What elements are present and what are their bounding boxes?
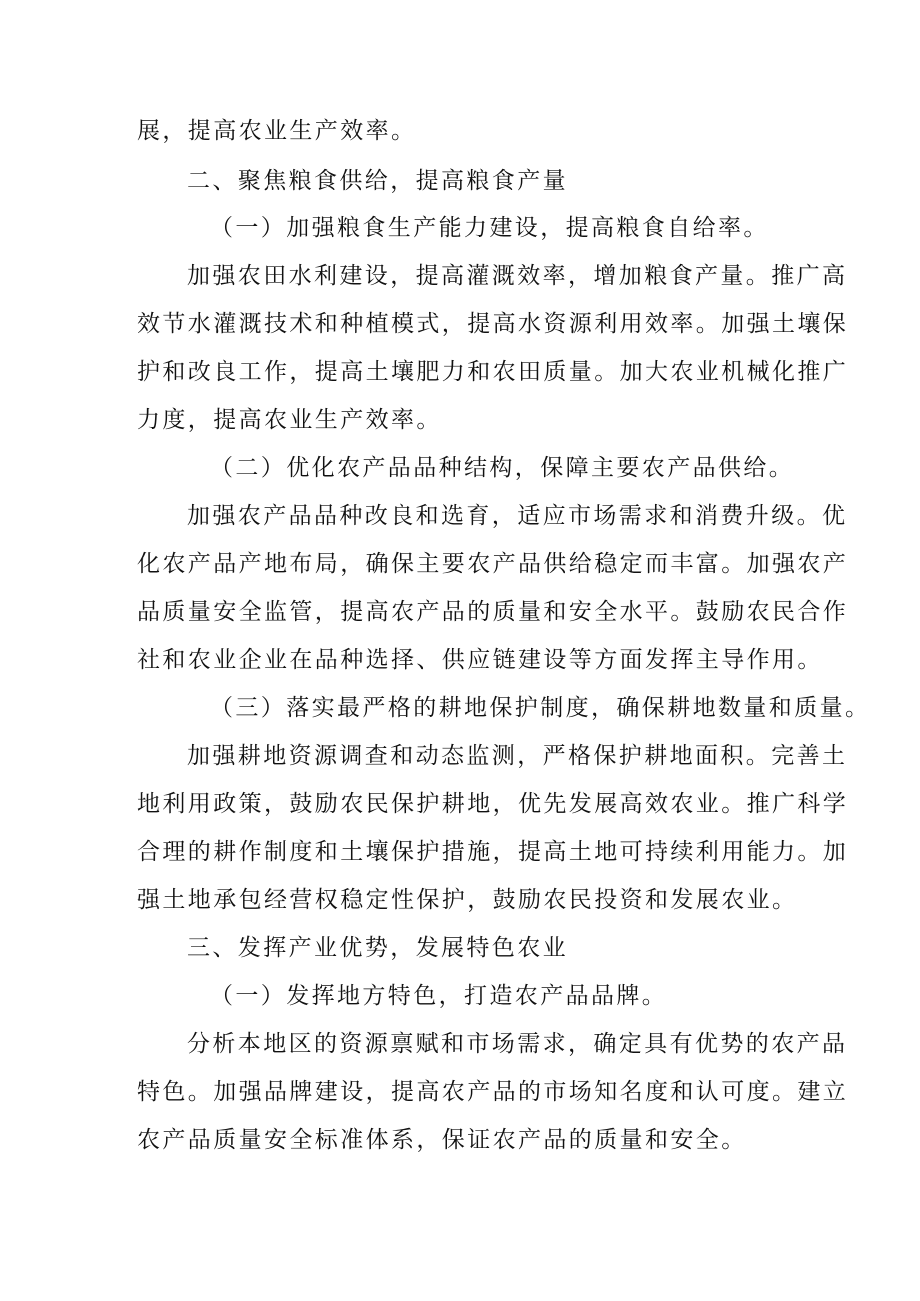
paragraph-line: 社和农业企业在品种选择、供应链建设等方面发挥主导作用。: [137, 647, 823, 673]
paragraph-line: 加强农产品品种改良和选育，适应市场需求和消费升级。优: [187, 503, 848, 529]
paragraph-line: 展，提高农业生产效率。: [137, 118, 417, 144]
section-heading: 三、发挥产业优势，发展特色农业: [187, 935, 568, 961]
paragraph-line: 特色。加强品牌建设，提高农产品的市场知名度和认可度。建立: [137, 1079, 849, 1105]
subsection-heading: （三）落实最严格的耕地保护制度，确保耕地数量和质量。: [210, 695, 871, 721]
paragraph-line: 加强农田水利建设，提高灌溉效率，增加粮食产量。推广高: [187, 263, 848, 289]
paragraph-line: 化农产品产地布局，确保主要农产品供给稳定而丰富。加强农产: [137, 551, 849, 577]
paragraph-line: 品质量安全监管，提高农产品的质量和安全水平。鼓励农民合作: [137, 599, 849, 625]
paragraph-line: 强土地承包经营权稳定性保护，鼓励农民投资和发展农业。: [137, 887, 798, 913]
paragraph-line: 合理的耕作制度和土壤保护措施，提高土地可持续利用能力。加: [137, 839, 849, 865]
subsection-heading: （一）加强粮食生产能力建设，提高粮食自给率。: [210, 215, 769, 241]
section-heading: 二、聚焦粮食供给，提高粮食产量: [187, 168, 568, 194]
paragraph-line: 效节水灌溉技术和种植模式，提高水资源利用效率。加强土壤保: [137, 311, 849, 337]
paragraph-line: 分析本地区的资源禀赋和市场需求，确定具有优势的农产品: [187, 1031, 848, 1057]
paragraph-line: 加强耕地资源调查和动态监测，严格保护耕地面积。完善土: [187, 743, 848, 769]
paragraph-line: 地利用政策，鼓励农民保护耕地，优先发展高效农业。推广科学: [137, 791, 849, 817]
subsection-heading: （二）优化农产品品种结构，保障主要农产品供给。: [210, 455, 795, 481]
paragraph-line: 农产品质量安全标准体系，保证农产品的质量和安全。: [137, 1127, 747, 1153]
paragraph-line: 力度，提高农业生产效率。: [137, 407, 442, 433]
subsection-heading: （一）发挥地方特色，打造农产品品牌。: [210, 983, 668, 1009]
paragraph-line: 护和改良工作，提高土壤肥力和农田质量。加大农业机械化推广: [137, 359, 849, 385]
